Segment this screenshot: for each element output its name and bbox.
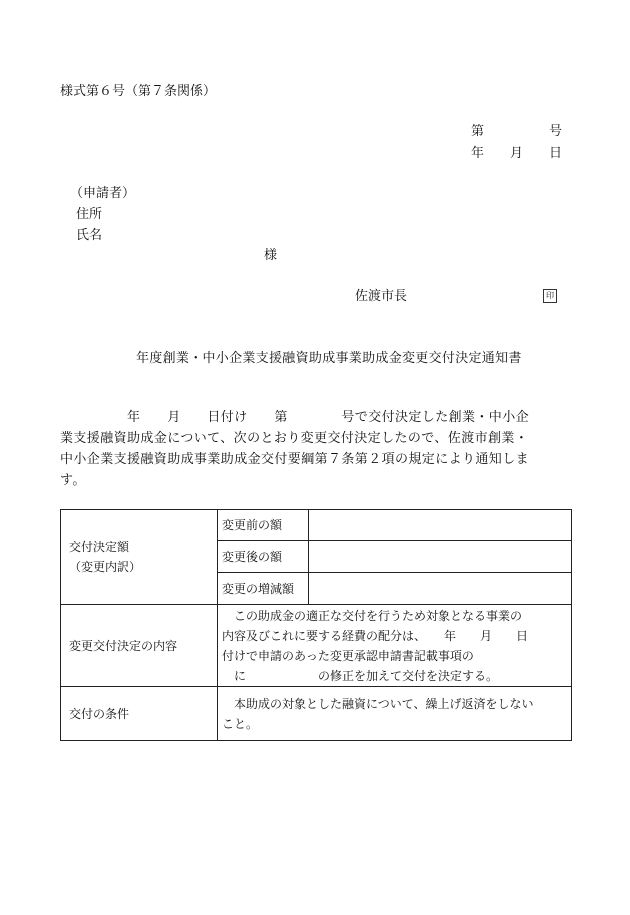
honorific: 様	[264, 248, 278, 263]
decision-table	[60, 509, 572, 741]
diff-amount-value	[309, 573, 572, 605]
name-label: 氏名	[76, 228, 103, 243]
document-date: 年 月 日	[471, 146, 563, 161]
conditions-line: こと。	[222, 716, 259, 731]
conditions-text	[218, 687, 572, 741]
conditions-line: 本助成の対象とした融資について、繰上げ返済をしない	[222, 696, 534, 711]
body-line: 業支援融資助成金について、次のとおり変更交付決定したので、佐渡市創業・	[60, 431, 529, 446]
applicant-label: （申請者）	[70, 186, 136, 201]
before-amount-value	[309, 510, 572, 541]
document-title: 年度創業・中小企業支援融資助成事業助成金変更交付決定通知書	[136, 351, 522, 366]
after-amount-value	[309, 541, 572, 573]
body-line: 中小企業支援融資助成事業助成金交付要綱第７条第２項の規定により通知しま	[60, 452, 530, 467]
content-line: に の修正を加えて交付を決定する。	[222, 668, 499, 683]
body-line: す。	[60, 473, 86, 488]
amount-label-cell	[61, 510, 218, 605]
amount-sublabel: （変更内訳）	[69, 560, 142, 574]
body-paragraph	[60, 407, 576, 491]
after-amount-label: 変更後の額	[218, 541, 309, 573]
body-line: 年 月 日付け 第 号で交付決定した創業・中小企	[60, 410, 530, 425]
content-line: 内容及びこれに要する経費の配分は、 年 月 日	[222, 628, 529, 643]
before-amount-label: 変更前の額	[218, 510, 309, 541]
content-line: この助成金の適正な交付を行うため対象となる事業の	[222, 608, 523, 623]
form-label: 様式第６号（第７条関係）	[60, 84, 217, 99]
sender-title: 佐渡市長	[355, 289, 408, 304]
amount-label: 交付決定額	[69, 540, 130, 554]
document-number: 第 号	[471, 124, 563, 139]
address-label: 住所	[76, 207, 103, 222]
content-label: 変更交付決定の内容	[61, 605, 218, 687]
content-text	[218, 605, 572, 687]
content-line: 付けで申請のあった変更承認申請書記載事項の	[222, 648, 474, 663]
diff-amount-label: 変更の増減額	[218, 573, 309, 605]
conditions-label: 交付の条件	[61, 687, 218, 741]
seal-mark: 印	[543, 289, 557, 303]
